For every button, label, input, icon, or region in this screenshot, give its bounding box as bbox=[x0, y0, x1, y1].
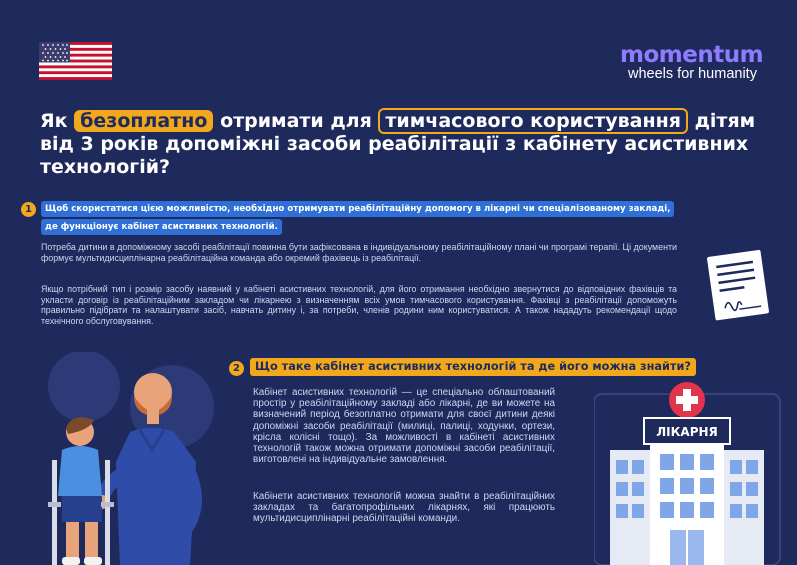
brand-tagline: wheels for humanity bbox=[628, 66, 757, 82]
hospital-sign: ЛІКАРНЯ bbox=[656, 425, 718, 439]
section-1-heading-line-2: де функціонує кабінет асистивних технологій. bbox=[41, 219, 282, 235]
title-part-3: дітям від 3 років допоміжні засоби реабілітації з кабінету асистивних технологій? bbox=[40, 110, 756, 178]
brand-logo bbox=[620, 44, 770, 82]
title-highlight-temporary: тимчасового користування bbox=[378, 108, 688, 134]
title-highlight-free: безоплатно bbox=[74, 110, 213, 132]
page-title bbox=[40, 110, 770, 179]
document-signature-icon bbox=[696, 244, 782, 331]
section-2-paragraph-2: Кабінети асистивних технологій можна знайти в реабілітаційних закладах та багатопрофільних лікарнях, які працюють мультидисциплінарні реабілітаційні команди. bbox=[253, 491, 555, 525]
title-part-1: Як bbox=[40, 110, 75, 132]
hospital-icon bbox=[594, 378, 784, 565]
section-1-heading-line-1: Щоб скористатися цією можливістю, необхідно отримувати реабілітаційну допомогу в лікарні чи спеціалізованому закладі, bbox=[41, 201, 674, 217]
section-1-paragraph-2: Якщо потрібний тип і розмір засобу наявний у кабінеті асистивних технологій, для його отримання необхідно звернутися до відповідних фахівців та укласти договір із реабілітаційним закладом чи лікарнею з визначенням всіх умов тимчасового користування. Фахівці з реабілітації допоможуть правильно підібрати та налаштувати засіб, навчать дитину і, за потреби, членів родини ним користуватися. А також нададуть рекомендації щодо технічного обслуговування. bbox=[41, 284, 677, 326]
doctor-with-child-illustration bbox=[22, 352, 227, 565]
section-2-heading: Що таке кабінет асистивних технологій та де його можна знайти? bbox=[250, 358, 696, 376]
section-2-paragraph-1: Кабінет асистивних технологій — це спеціально облаштований простір у реабілітаційному закладі або лікарні, де ви можете на визначений період безоплатно отримати для своєї дитини деякі допоміжні засоби реабілітації (милиці, палиці, ходунки, ортези, крісла колісні тощо). За можливості в кабінеті асистивних технологій також можна отримати допоміжні засоби реабілітації, виготовлені на індивідуальне замовлення. bbox=[253, 387, 555, 466]
us-flag-icon bbox=[39, 42, 112, 80]
brand-name: momentum bbox=[620, 42, 764, 68]
section-2-number: 2 bbox=[229, 361, 244, 376]
section-1-number: 1 bbox=[21, 202, 36, 217]
title-part-2: отримати для bbox=[213, 110, 379, 132]
section-1-paragraph-1: Потреба дитини в допоміжному засобі реабілітації повинна бути зафіксована в індивідуальному реабілітаційному плані чи програмі терапії. Ці документи формує мультидисциплінарна реабілітаційна команда або окремий фахівець із реабілітації. bbox=[41, 242, 677, 263]
